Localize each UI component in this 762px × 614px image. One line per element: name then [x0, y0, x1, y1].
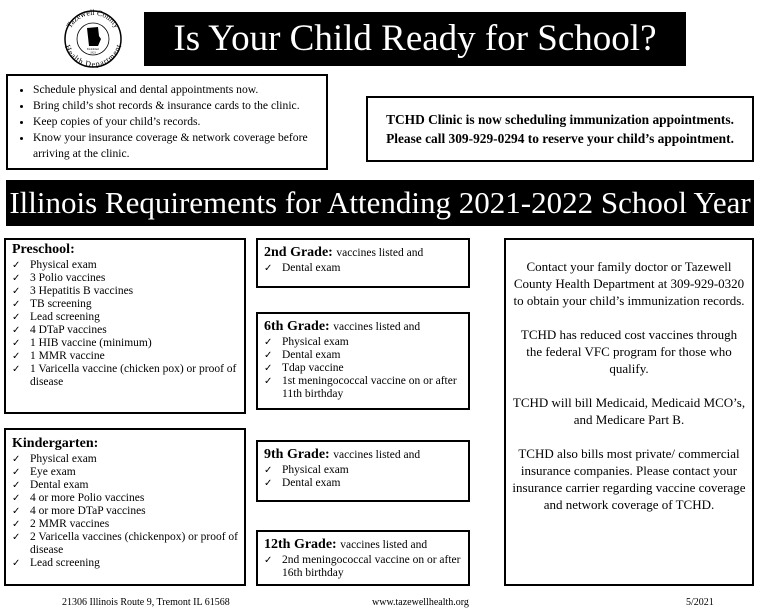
- list-item: ✓ 3 Polio vaccines: [12, 272, 106, 284]
- checklist-item: • Know your insurance coverage & network coverage before arriving at the clinic.: [33, 130, 320, 162]
- checkmark-icon: ✓: [12, 519, 21, 530]
- list-item: ✓ Dental exam: [264, 349, 341, 361]
- list-item: ✓ 1st meningococcal vaccine on or after 11th birthday: [264, 375, 457, 400]
- seal-bottom-text: Health Department: [62, 43, 124, 68]
- grade9-list: [264, 464, 462, 490]
- list-item: ✓ Tdap vaccine: [264, 362, 344, 374]
- checkmark-icon: ✓: [12, 351, 21, 362]
- kindergarten-heading: Kindergarten:: [12, 436, 99, 451]
- list-item: ✓ 2 MMR vaccines: [12, 518, 110, 530]
- list-item: ✓ Dental exam: [264, 262, 341, 274]
- list-item: ✓ 4 or more Polio vaccines: [12, 492, 145, 504]
- checkmark-icon: ✓: [12, 312, 21, 323]
- checkmark-icon: ✓: [12, 558, 21, 569]
- checkmark-icon: ✓: [12, 506, 21, 517]
- checkmark-icon: ✓: [264, 337, 273, 348]
- seal-top-text: Tazewell County: [64, 7, 122, 30]
- footer-address: 21306 Illinois Route 9, Tremont IL 61568: [62, 597, 230, 608]
- grade6-subheading: vaccines listed and: [333, 321, 421, 333]
- preschool-list: [12, 259, 238, 389]
- checkmark-icon: ✓: [264, 478, 273, 489]
- grade6-heading: 6th Grade:: [264, 319, 330, 334]
- grade12-box: [256, 530, 470, 586]
- grade2-box: [256, 238, 470, 288]
- checklist-item: • Schedule physical and dental appointments now.: [33, 82, 320, 98]
- grade6-list: [264, 336, 462, 401]
- checkmark-icon: ✓: [12, 338, 21, 349]
- checklist-item: • Bring child’s shot records & insurance cards to the clinic.: [33, 98, 320, 114]
- list-item: ✓ Physical exam: [264, 464, 349, 476]
- contact-info-box: [504, 238, 754, 586]
- list-item: ✓ Physical exam: [12, 453, 97, 465]
- checkmark-icon: ✓: [12, 273, 21, 284]
- checkmark-icon: ✓: [12, 493, 21, 504]
- checkmark-icon: ✓: [12, 286, 21, 297]
- checkmark-icon: ✓: [12, 532, 21, 543]
- checkmark-icon: ✓: [12, 467, 21, 478]
- list-item: ✓ Physical exam: [12, 259, 97, 271]
- info-paragraph-insurance: TCHD also bills most private/ commercial insurance companies. Please contact your insurance carrier regarding vaccine coverage and network coverage of TCHD.: [512, 446, 746, 512]
- list-item: ✓ 1 HIB vaccine (minimum): [12, 337, 152, 349]
- checkmark-icon: ✓: [12, 299, 21, 310]
- preschool-box: [4, 238, 246, 414]
- grade12-heading: 12th Grade:: [264, 537, 337, 552]
- list-item: ✓ Lead screening: [12, 311, 100, 323]
- footer-url: www.tazewellhealth.org: [372, 597, 469, 608]
- list-item: ✓ 4 DTaP vaccines: [12, 324, 107, 336]
- checkmark-icon: ✓: [12, 480, 21, 491]
- checklist-item: • Keep copies of your child’s records.: [33, 114, 320, 130]
- list-item: ✓ Dental exam: [264, 477, 341, 489]
- list-item: ✓ 3 Hepatitis B vaccines: [12, 285, 134, 297]
- checkmark-icon: ✓: [264, 350, 273, 361]
- grade2-subheading: vaccines listed and: [336, 247, 424, 259]
- list-item: ✓ Eye exam: [12, 466, 76, 478]
- footer-date: 5/2021: [686, 597, 714, 608]
- checkmark-icon: ✓: [12, 260, 21, 271]
- list-item: ✓ 1 Varicella vaccine (chicken pox) or proof of disease: [12, 363, 237, 388]
- seal-year: 1923: [90, 51, 96, 55]
- grade2-list: [264, 262, 462, 275]
- page-title: Is Your Child Ready for School?: [144, 12, 686, 66]
- requirements-title: Illinois Requirements for Attending 2021-2022 School Year: [6, 180, 754, 226]
- clinic-notice-line2: Please call 309-929-0294 to reserve your child’s appointment.: [386, 131, 734, 146]
- grade2-heading: 2nd Grade:: [264, 245, 333, 260]
- preparation-checklist: [6, 74, 328, 170]
- clinic-notice: [366, 96, 754, 162]
- grade9-heading: 9th Grade:: [264, 447, 330, 462]
- list-item: ✓ 1 MMR vaccine: [12, 350, 105, 362]
- clinic-notice-line1: TCHD Clinic is now scheduling immunization appointments.: [386, 112, 734, 127]
- grade12-list: [264, 554, 462, 580]
- list-item: ✓ TB screening: [12, 298, 92, 310]
- grade9-box: [256, 440, 470, 502]
- info-paragraph-records: Contact your family doctor or Tazewell County Health Department at 309-929-0320 to obtain your child’s immunization records.: [513, 259, 745, 308]
- checkmark-icon: ✓: [12, 325, 21, 336]
- kindergarten-list: [12, 453, 238, 570]
- checkmark-icon: ✓: [264, 263, 273, 274]
- tchd-seal-logo: [58, 6, 128, 68]
- list-item: ✓ 2 Varicella vaccines (chickenpox) or proof of disease: [12, 531, 238, 556]
- list-item: ✓ Dental exam: [12, 479, 89, 491]
- list-item: ✓ Physical exam: [264, 336, 349, 348]
- grade6-box: [256, 312, 470, 410]
- grade9-subheading: vaccines listed and: [333, 449, 421, 461]
- grade12-subheading: vaccines listed and: [340, 539, 428, 551]
- checkmark-icon: ✓: [12, 454, 21, 465]
- list-item: ✓ 2nd meningococcal vaccine on or after 16th birthday: [264, 554, 461, 579]
- preschool-heading: Preschool:: [12, 242, 75, 257]
- checkmark-icon: ✓: [264, 465, 273, 476]
- seal-inner-text: Established: [87, 48, 99, 51]
- kindergarten-box: [4, 428, 246, 586]
- checkmark-icon: ✓: [264, 555, 273, 566]
- checkmark-icon: ✓: [264, 363, 273, 374]
- info-paragraph-medicaid: TCHD will bill Medicaid, Medicaid MCO’s, and Medicare Part B.: [512, 395, 746, 427]
- list-item: ✓ 4 or more DTaP vaccines: [12, 505, 146, 517]
- info-paragraph-vfc: TCHD has reduced cost vaccines through the federal VFC program for those who qualify.: [520, 327, 738, 376]
- checkmark-icon: ✓: [12, 364, 21, 375]
- list-item: ✓ Lead screening: [12, 557, 100, 569]
- checkmark-icon: ✓: [264, 376, 273, 387]
